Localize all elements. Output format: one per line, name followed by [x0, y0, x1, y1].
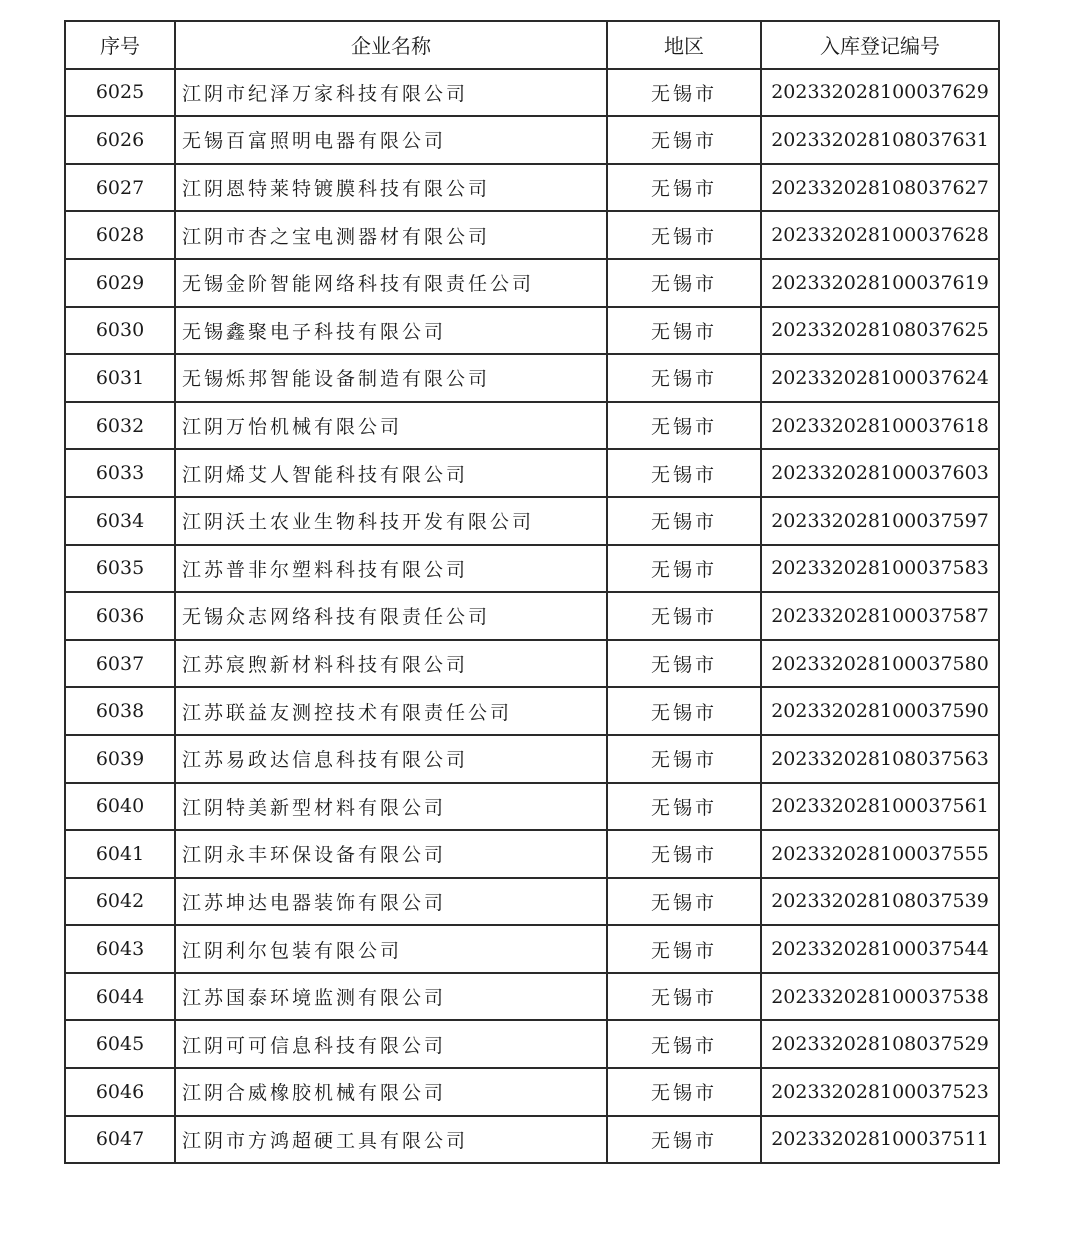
- header-registration-number: 入库登记编号: [761, 21, 999, 69]
- serial-number-cell: 6038: [65, 687, 175, 735]
- serial-number-cell: 6029: [65, 259, 175, 307]
- company-name-cell: 无锡烁邦智能设备制造有限公司: [175, 354, 607, 402]
- company-name-cell: 江苏易政达信息科技有限公司: [175, 735, 607, 783]
- header-serial-number: 序号: [65, 21, 175, 69]
- region-cell: 无锡市: [607, 973, 761, 1021]
- table-row: [65, 640, 999, 688]
- company-name-cell: 无锡鑫聚电子科技有限公司: [175, 307, 607, 355]
- table-row: [65, 307, 999, 355]
- registration-number-cell: 202332028100037538: [761, 973, 999, 1021]
- table-row: [65, 449, 999, 497]
- registration-number-cell: 202332028108037625: [761, 307, 999, 355]
- table-row: [65, 735, 999, 783]
- region-cell: 无锡市: [607, 449, 761, 497]
- region-cell: 无锡市: [607, 1020, 761, 1068]
- table-row: [65, 925, 999, 973]
- region-cell: 无锡市: [607, 69, 761, 117]
- table-row: [65, 497, 999, 545]
- serial-number-cell: 6026: [65, 116, 175, 164]
- registration-number-cell: 202332028108037631: [761, 116, 999, 164]
- company-name-cell: 江苏国泰环境监测有限公司: [175, 973, 607, 1021]
- serial-number-cell: 6032: [65, 402, 175, 450]
- registration-number-cell: 202332028100037618: [761, 402, 999, 450]
- table-header: [65, 21, 999, 69]
- registration-number-cell: 202332028100037580: [761, 640, 999, 688]
- registration-number-cell: 202332028108037627: [761, 164, 999, 212]
- table-row: [65, 878, 999, 926]
- serial-number-cell: 6027: [65, 164, 175, 212]
- serial-number-cell: 6043: [65, 925, 175, 973]
- region-cell: 无锡市: [607, 925, 761, 973]
- company-name-cell: 江阴合威橡胶机械有限公司: [175, 1068, 607, 1116]
- table-row: [65, 783, 999, 831]
- serial-number-cell: 6041: [65, 830, 175, 878]
- region-cell: 无锡市: [607, 354, 761, 402]
- serial-number-cell: 6036: [65, 592, 175, 640]
- company-name-cell: 江阴永丰环保设备有限公司: [175, 830, 607, 878]
- registration-number-cell: 202332028100037590: [761, 687, 999, 735]
- region-cell: 无锡市: [607, 687, 761, 735]
- registration-number-cell: 202332028100037597: [761, 497, 999, 545]
- company-name-cell: 无锡众志网络科技有限责任公司: [175, 592, 607, 640]
- registration-number-cell: 202332028100037619: [761, 259, 999, 307]
- serial-number-cell: 6047: [65, 1116, 175, 1164]
- table-row: [65, 354, 999, 402]
- registration-number-cell: 202332028100037603: [761, 449, 999, 497]
- registration-number-cell: 202332028100037561: [761, 783, 999, 831]
- company-name-cell: 江阴市方鸿超硬工具有限公司: [175, 1116, 607, 1164]
- company-name-cell: 江苏宸煦新材料科技有限公司: [175, 640, 607, 688]
- table-row: [65, 592, 999, 640]
- company-name-cell: 江阴烯艾人智能科技有限公司: [175, 449, 607, 497]
- registration-number-cell: 202332028100037583: [761, 545, 999, 593]
- serial-number-cell: 6037: [65, 640, 175, 688]
- registration-number-cell: 202332028108037539: [761, 878, 999, 926]
- header-region: 地区: [607, 21, 761, 69]
- table-row: [65, 973, 999, 1021]
- company-name-cell: 江阴市杏之宝电测器材有限公司: [175, 211, 607, 259]
- enterprise-registry-table: [64, 20, 1000, 1164]
- registration-number-cell: 202332028100037624: [761, 354, 999, 402]
- table-row: [65, 1020, 999, 1068]
- region-cell: 无锡市: [607, 1068, 761, 1116]
- company-name-cell: 江阴特美新型材料有限公司: [175, 783, 607, 831]
- company-name-cell: 江阴市纪泽万家科技有限公司: [175, 69, 607, 117]
- table-row: [65, 687, 999, 735]
- registration-number-cell: 202332028108037563: [761, 735, 999, 783]
- region-cell: 无锡市: [607, 783, 761, 831]
- region-cell: 无锡市: [607, 545, 761, 593]
- company-name-cell: 无锡金阶智能网络科技有限责任公司: [175, 259, 607, 307]
- table-row: [65, 1116, 999, 1164]
- table-row: [65, 211, 999, 259]
- table-row: [65, 1068, 999, 1116]
- registration-number-cell: 202332028108037529: [761, 1020, 999, 1068]
- company-name-cell: 江苏普非尔塑料科技有限公司: [175, 545, 607, 593]
- registration-number-cell: 202332028100037628: [761, 211, 999, 259]
- region-cell: 无锡市: [607, 497, 761, 545]
- serial-number-cell: 6035: [65, 545, 175, 593]
- serial-number-cell: 6033: [65, 449, 175, 497]
- table-row: [65, 830, 999, 878]
- region-cell: 无锡市: [607, 402, 761, 450]
- region-cell: 无锡市: [607, 830, 761, 878]
- serial-number-cell: 6040: [65, 783, 175, 831]
- company-name-cell: 江阴利尔包装有限公司: [175, 925, 607, 973]
- table-row: [65, 259, 999, 307]
- region-cell: 无锡市: [607, 164, 761, 212]
- serial-number-cell: 6025: [65, 69, 175, 117]
- header-row: [65, 21, 999, 69]
- registration-number-cell: 202332028100037629: [761, 69, 999, 117]
- table-row: [65, 164, 999, 212]
- company-name-cell: 江阴恩特莱特镀膜科技有限公司: [175, 164, 607, 212]
- serial-number-cell: 6031: [65, 354, 175, 402]
- company-name-cell: 江苏坤达电器装饰有限公司: [175, 878, 607, 926]
- table-row: [65, 402, 999, 450]
- region-cell: 无锡市: [607, 211, 761, 259]
- region-cell: 无锡市: [607, 259, 761, 307]
- serial-number-cell: 6028: [65, 211, 175, 259]
- region-cell: 无锡市: [607, 640, 761, 688]
- registration-number-cell: 202332028100037511: [761, 1116, 999, 1164]
- serial-number-cell: 6034: [65, 497, 175, 545]
- table-row: [65, 69, 999, 117]
- company-name-cell: 江阴沃土农业生物科技开发有限公司: [175, 497, 607, 545]
- region-cell: 无锡市: [607, 116, 761, 164]
- company-name-cell: 江苏联益友测控技术有限责任公司: [175, 687, 607, 735]
- region-cell: 无锡市: [607, 735, 761, 783]
- company-name-cell: 江阴可可信息科技有限公司: [175, 1020, 607, 1068]
- registration-number-cell: 202332028100037587: [761, 592, 999, 640]
- serial-number-cell: 6030: [65, 307, 175, 355]
- registration-number-cell: 202332028100037523: [761, 1068, 999, 1116]
- region-cell: 无锡市: [607, 592, 761, 640]
- serial-number-cell: 6045: [65, 1020, 175, 1068]
- header-company-name: 企业名称: [175, 21, 607, 69]
- table-row: [65, 116, 999, 164]
- serial-number-cell: 6039: [65, 735, 175, 783]
- registration-number-cell: 202332028100037544: [761, 925, 999, 973]
- registration-number-cell: 202332028100037555: [761, 830, 999, 878]
- region-cell: 无锡市: [607, 878, 761, 926]
- region-cell: 无锡市: [607, 1116, 761, 1164]
- company-name-cell: 无锡百富照明电器有限公司: [175, 116, 607, 164]
- serial-number-cell: 6042: [65, 878, 175, 926]
- serial-number-cell: 6046: [65, 1068, 175, 1116]
- region-cell: 无锡市: [607, 307, 761, 355]
- serial-number-cell: 6044: [65, 973, 175, 1021]
- company-name-cell: 江阴万怡机械有限公司: [175, 402, 607, 450]
- table-body: [65, 69, 999, 1164]
- table-row: [65, 545, 999, 593]
